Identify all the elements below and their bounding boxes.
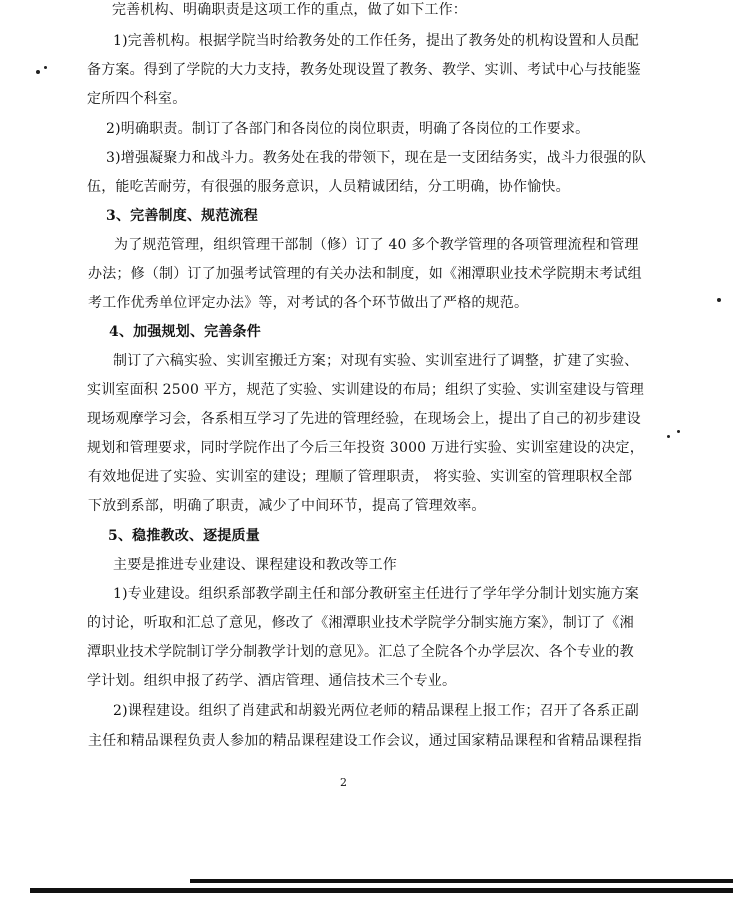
text-line: 实训室面积 2500 平方，规范了实验、实训建设的布局；组织了实验、实训室建设与管理 <box>87 382 644 398</box>
text-line: 制订了六稿实验、实训室搬迁方案；对现有实验、实训室进行了调整，扩建了实验、 <box>113 353 639 369</box>
scan-speck <box>677 430 680 433</box>
text-line: 主要是推进专业建设、课程建设和教改等工作 <box>113 557 397 573</box>
text-line: 现场观摩学习会，各系相互学习了先进的管理经验，在现场会上，提出了自己的初步建设 <box>87 411 641 427</box>
text-line: 的讨论，听取和汇总了意见，修改了《湘潭职业技术学院学分制实施方案》，制订了《湘 <box>87 615 634 631</box>
scan-edge-line <box>190 879 733 883</box>
text-line: 伍，能吃苦耐劳，有很强的服务意识，人员精诚团结，分工明确，协作愉快。 <box>87 179 570 195</box>
text-line: 3)增强凝聚力和战斗力。教务处在我的带领下，现在是一支团结务实，战斗力很强的队 <box>106 150 647 166</box>
section-heading: 5、稳推教改、逐提质量 <box>108 528 260 544</box>
text-line: 考工作优秀单位评定办法》等，对考试的各个环节做出了严格的规范。 <box>88 295 529 311</box>
scan-speck <box>36 70 40 74</box>
text-line: 学计划。组织申报了药学、酒店管理、通信技术三个专业。 <box>87 673 457 689</box>
text-line: 定所四个科室。 <box>87 91 187 107</box>
page-number: 2 <box>340 776 347 789</box>
text-line: 下放到系部，明确了职责，减少了中间环节，提高了管理效率。 <box>88 498 486 514</box>
text-line: 规划和管理要求，同时学院作出了今后三年投资 3000 万进行实验、实训室建设的决定， <box>87 440 644 456</box>
text-line: 办法；修（制）订了加强考试管理的有关办法和制度，如《湘潭职业技术学院期末考试组 <box>88 266 642 282</box>
scan-speck <box>667 435 670 438</box>
scan-edge-line <box>30 888 733 893</box>
text-line: 2)课程建设。组织了肖建武和胡毅光两位老师的精品课程上报工作；召开了各系正副 <box>113 703 639 719</box>
text-line: 有效地促进了实验、实训室的建设；理顺了管理职责， 将实验、实训室的管理职权全部 <box>88 469 633 485</box>
text-line: 主任和精品课程负责人参加的精品课程建设工作会议，通过国家精品课程和省精品课程指 <box>88 733 642 749</box>
text-line: 2)明确职责。制订了各部门和各岗位的岗位职责，明确了各岗位的工作要求。 <box>106 121 590 137</box>
text-line: 1)完善机构。根据学院当时给教务处的工作任务，提出了教务处的机构设置和人员配 <box>113 33 639 49</box>
section-heading: 3、完善制度、规范流程 <box>106 208 258 224</box>
text-line: 1)专业建设。组织系部教学副主任和部分教研室主任进行了学年学分制计划实施方案 <box>113 586 639 602</box>
scan-speck <box>44 66 47 69</box>
text-line: 备方案。得到了学院的大力支持，教务处现设置了教务、教学、实训、考试中心与技能鉴 <box>87 62 641 78</box>
text-line: 潭职业技术学院制订学分制教学计划的意见》。汇总了全院各个办学层次、各个专业的教 <box>87 644 634 660</box>
section-heading: 4、加强规划、完善条件 <box>109 324 261 340</box>
text-line: 为了规范管理，组织管理干部制（修）订了 40 多个教学管理的各项管理流程和管理 <box>114 237 639 253</box>
scan-speck <box>717 298 721 302</box>
text-line: 完善机构、明确职责是这项工作的重点，做了如下工作： <box>112 2 467 18</box>
